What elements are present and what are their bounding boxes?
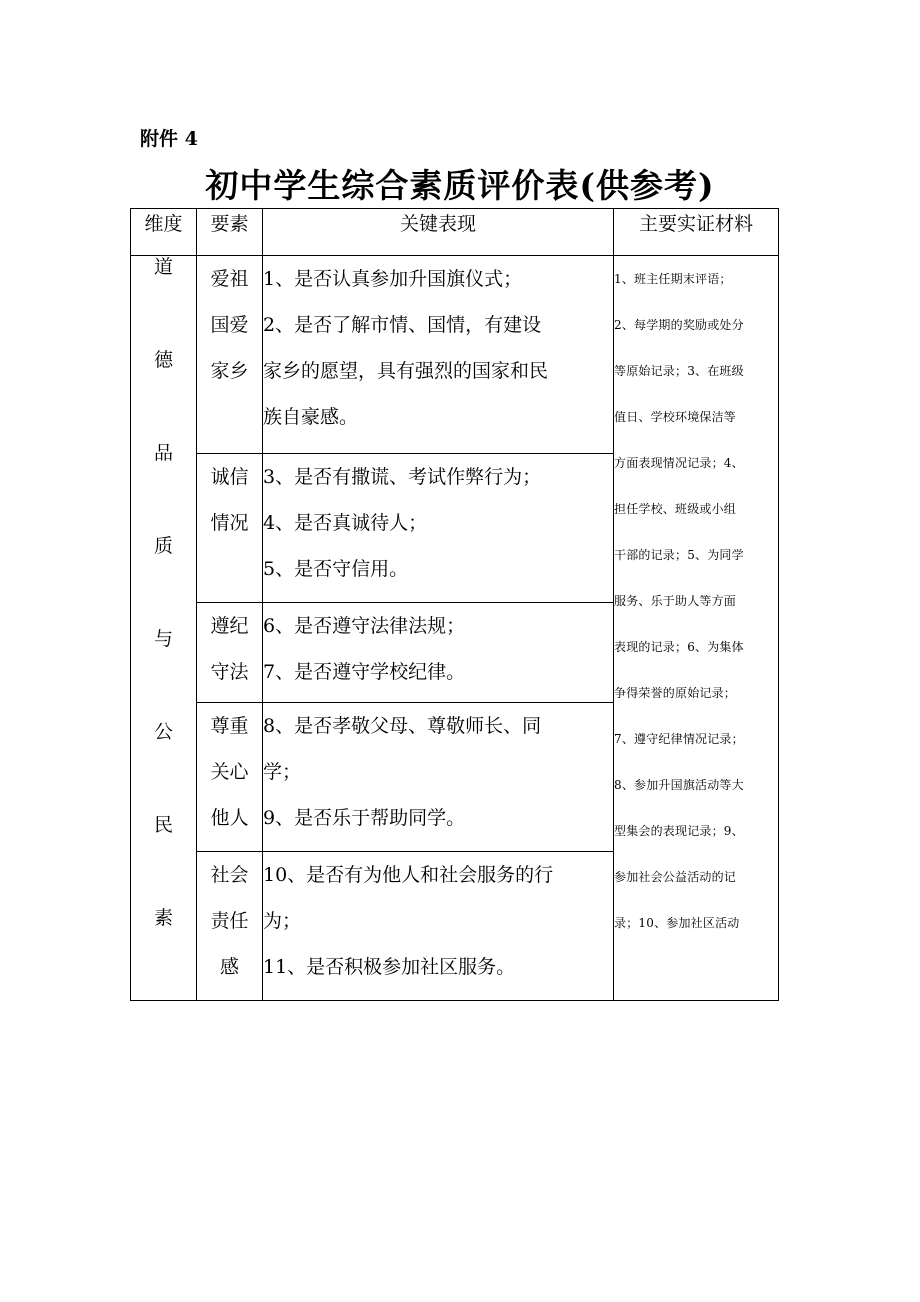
performance-line: 11、是否积极参加社区服务。 — [263, 955, 516, 978]
element-line: 情况 — [210, 512, 249, 535]
performance-cell — [263, 256, 614, 454]
performance-line: 为； — [263, 909, 302, 932]
header-dimension: 维度 — [131, 209, 197, 256]
element-line: 关心 — [210, 760, 249, 783]
element-line: 责任 — [210, 909, 249, 932]
element-cell — [197, 702, 263, 851]
material-line: 型集会的表现记录；9、 — [614, 824, 744, 838]
element-line: 他人 — [210, 806, 249, 829]
material-line: 录；10、参加社区活动 — [614, 916, 740, 930]
element-cell — [197, 851, 263, 1000]
material-line: 值日、学校环境保洁等 — [614, 410, 737, 424]
table-row — [131, 256, 779, 454]
header-key-performance: 关键表现 — [263, 209, 614, 256]
element-cell — [197, 256, 263, 454]
performance-line: 9、是否乐于帮助同学。 — [263, 806, 466, 829]
performance-line: 3、是否有撒谎、考试作弊行为； — [263, 466, 542, 489]
dimension-char: 公 — [153, 721, 173, 743]
performance-line: 8、是否孝敬父母、尊敬师长、同 — [263, 714, 542, 737]
material-line: 等原始记录；3、在班级 — [614, 364, 744, 378]
element-line: 国爱 — [210, 314, 249, 336]
dimension-char: 德 — [153, 349, 173, 371]
material-line: 担任学校、班级或小组 — [614, 502, 737, 516]
element-line: 家乡 — [210, 360, 249, 382]
element-cell — [197, 454, 263, 603]
element-line: 爱祖 — [210, 268, 249, 290]
evidence-materials-cell — [614, 256, 779, 1001]
page-title: 初中学生综合素质评价表(供参考) — [205, 166, 715, 205]
dimension-cell — [131, 256, 197, 1001]
material-line: 1、班主任期末评语； — [614, 272, 732, 286]
element-line: 社会 — [210, 863, 249, 886]
performance-line: 学； — [263, 760, 302, 783]
header-row — [131, 209, 779, 256]
element-cell — [197, 603, 263, 702]
material-line: 干部的记录；5、为同学 — [614, 548, 744, 562]
element-line: 遵纪 — [210, 615, 249, 638]
dimension-char: 与 — [153, 628, 173, 650]
performance-cell — [263, 603, 614, 702]
performance-line: 族自豪感。 — [263, 406, 359, 428]
performance-line: 2、是否了解市情、国情，有建设 — [263, 314, 542, 336]
header-evidence-materials: 主要实证材料 — [614, 209, 779, 256]
evaluation-table — [130, 208, 779, 1001]
performance-cell — [263, 454, 614, 603]
element-line: 诚信 — [210, 466, 249, 489]
material-line: 7、遵守纪律情况记录； — [614, 732, 744, 746]
material-line: 2、每学期的奖励或处分 — [614, 318, 744, 332]
dimension-char: 质 — [153, 535, 173, 557]
attachment-label: 附件 4 — [140, 128, 198, 150]
performance-line: 7、是否遵守学校纪律。 — [263, 661, 466, 684]
dimension-char: 民 — [153, 814, 173, 836]
header-element: 要素 — [197, 209, 263, 256]
performance-cell — [263, 702, 614, 851]
material-line: 8、参加升国旗活动等大 — [614, 778, 744, 792]
dimension-char: 素 — [153, 907, 173, 929]
material-line: 表现的记录；6、为集体 — [614, 640, 744, 654]
material-line: 争得荣誉的原始记录； — [614, 686, 737, 700]
element-line: 感 — [219, 955, 239, 978]
performance-line: 5、是否守信用。 — [263, 558, 409, 581]
material-line: 服务、乐于助人等方面 — [614, 594, 737, 608]
performance-line: 10、是否有为他人和社会服务的行 — [263, 863, 554, 886]
element-line: 尊重 — [210, 714, 249, 737]
material-line: 方面表现情况记录；4、 — [614, 456, 744, 470]
performance-line: 4、是否真诚待人； — [263, 512, 428, 535]
performance-line: 1、是否认真参加升国旗仪式； — [263, 268, 523, 290]
performance-line: 家乡的愿望，具有强烈的国家和民 — [263, 360, 549, 382]
element-line: 守法 — [210, 661, 249, 684]
performance-cell — [263, 851, 614, 1000]
dimension-char: 道 — [153, 256, 173, 278]
dimension-char: 品 — [153, 442, 173, 464]
material-line: 参加社会公益活动的记 — [614, 870, 737, 884]
performance-line: 6、是否遵守法律法规； — [263, 615, 466, 638]
